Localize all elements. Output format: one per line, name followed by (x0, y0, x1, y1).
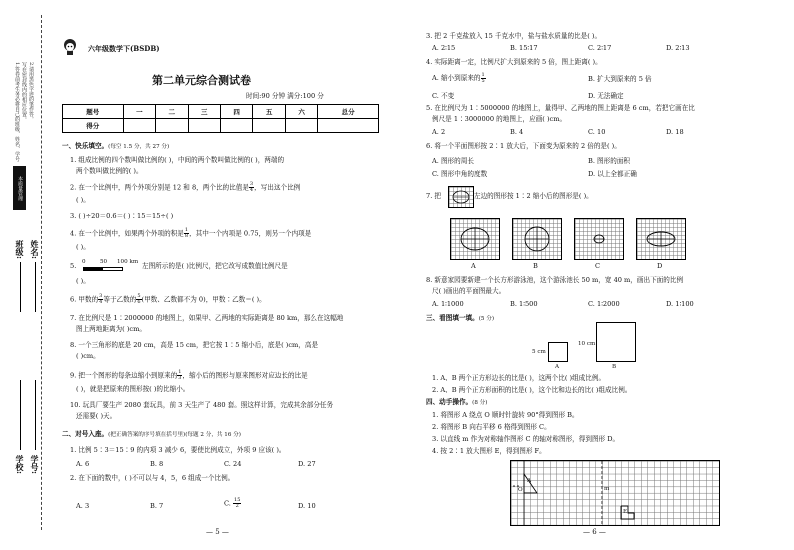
section-title: 三、看图填一填。 (426, 314, 479, 322)
school-label: 学校: (15, 455, 25, 474)
task-2: 2. 将图形 B 向右平移 6 格得到图形 C。 (432, 423, 551, 431)
mc4-option-a[interactable] (432, 72, 486, 84)
notice-line: 2.请用黑色字迹的笔作答。 (28, 62, 34, 122)
drawing-grid[interactable] (510, 460, 720, 526)
choice-c-label: C (595, 262, 601, 270)
denominator: 3 (178, 375, 182, 381)
denominator: 4 (249, 187, 254, 193)
mc5-line2: 例尺是 1∶3000000 的地图上，应画( )cm。 (432, 115, 567, 123)
cell: 六 (285, 105, 317, 119)
section-note: (每空 1.5 分，共 27 分) (108, 144, 170, 150)
numerator: 3 (99, 293, 103, 299)
q7-line2: 图上两地距离为( )cm。 (76, 325, 146, 333)
q1-line2: 两个数叫做比例的( )。 (76, 167, 143, 175)
mc8-option-c[interactable]: C. 1∶2000 (588, 300, 620, 308)
choice-b-grid[interactable] (512, 218, 562, 260)
q6-text: 6. 甲数的 (70, 295, 99, 304)
q10-line1: 10. 玩具厂要生产 2080 套玩具，前 3 天生产了 480 套。照这样计算，完成其余部分任务 (70, 401, 334, 409)
mc1-option-b[interactable]: B. 8 (150, 460, 164, 468)
mc1-question: 1. 比例 5∶3＝15∶9 的内项 3 减少 6，要使比例成立，外项 9 应该( )。 (70, 446, 286, 454)
exam-meta: 时间:90 分钟 满分:100 分 (246, 92, 324, 100)
mc1-option-a[interactable]: A. 6 (76, 460, 90, 468)
square-b (596, 322, 636, 362)
page-number-left: — 5 — (206, 528, 229, 536)
mc6-option-c[interactable]: C. 图形中角的度数 (432, 170, 488, 178)
q5-number: 5. (70, 262, 77, 270)
class-label: 班级: (15, 240, 25, 259)
mc7-text-1: 7. 把 (426, 192, 441, 200)
name-line[interactable] (35, 262, 36, 312)
mascot-icon (60, 38, 80, 56)
q7-line1: 7. 在比例尺是 1∶2000000 的地图上，如果甲、乙两地的实际距离是 80 km，那么在这幅地 (70, 314, 344, 322)
shape-a-label: A (527, 478, 532, 484)
binding-line (41, 15, 42, 530)
mc1-option-c[interactable]: C. 24 (224, 460, 242, 468)
score-cell[interactable] (188, 119, 220, 133)
name-label: 姓名: (30, 240, 40, 259)
numerator: 3 (249, 181, 254, 187)
q9-line2: ( )，就是把原来的图形按( )的比缩小。 (76, 385, 190, 393)
q3-line: 3. ( )÷20＝0.6＝( )∶15＝15÷( ) (70, 212, 174, 220)
mc2-option-a[interactable]: A. 3 (76, 502, 90, 510)
mc3-option-c[interactable]: C. 2∶17 (588, 44, 612, 52)
q9-line1 (70, 370, 308, 381)
q5-line2: ( )。 (76, 277, 90, 285)
choice-b-label: B (533, 262, 538, 270)
score-table (62, 104, 379, 133)
mc1-option-d[interactable]: D. 27 (298, 460, 316, 468)
section-note: (把正确答案的序号填在括号里)(每题 2 分，共 16 分) (108, 432, 241, 438)
binding-gutter (0, 0, 60, 550)
exam-notice-3 (28, 62, 34, 122)
option-label: A. 缩小到原来的 (432, 74, 481, 82)
section-1-heading (62, 142, 169, 151)
cell: 总分 (318, 105, 379, 119)
q8-line2: ( )cm。 (76, 352, 100, 360)
fraction (481, 73, 486, 84)
fill-2: 2. A、B 两个正方形面积的比是( )，这个比和边长的比( )组成比例。 (432, 386, 632, 394)
section-4-heading (426, 398, 487, 407)
mc4-option-b[interactable]: B. 扩大到原来的 5 倍 (588, 75, 652, 83)
q4-text: 4. 在一个比例中，如果两个外项的积是 (70, 229, 184, 238)
denominator: 6 (137, 299, 141, 305)
mc7-text-2: 左边的图形按 1∶2 缩小后的图形是( )。 (474, 192, 593, 200)
scale-bar (80, 258, 140, 272)
mc2-option-d[interactable]: D. 10 (298, 502, 316, 510)
option-label: C. (224, 499, 234, 508)
score-cell[interactable] (285, 119, 317, 133)
square-a (548, 342, 568, 362)
cell: 得分 (63, 119, 124, 133)
mc6-option-d[interactable]: D. 以上全都正确 (588, 170, 637, 178)
q1-line1: 1. 组成比例的四个数叫做比例的( )，中间的两个数叫做比例的( )，两端的 (70, 156, 285, 164)
task-3: 3. 以直线 m 作为对称轴作图形 C 的轴对称图形，得到图形 D。 (432, 435, 620, 443)
exam-notice-2 (21, 62, 27, 122)
choice-c-grid[interactable] (574, 218, 624, 260)
mc4-option-c[interactable]: C. 不变 (432, 92, 455, 100)
cell: 一 (123, 105, 155, 119)
cell: 四 (220, 105, 252, 119)
section-note: (8 分) (472, 400, 488, 406)
mc8-option-a[interactable]: A. 1∶1000 (432, 300, 464, 308)
number-line[interactable] (35, 380, 36, 450)
denominator: 5 (481, 77, 485, 84)
page-number-right: — 6 — (583, 528, 606, 536)
q6-text-3: (甲数、乙数都不为 0)，甲数∶乙数＝( )。 (141, 295, 266, 304)
q8-line1: 8. 一个三角形的底是 20 cm，高是 15 cm，把它按 1∶5 缩小后，底是( )cm，高是 (70, 341, 319, 349)
section-2-heading (62, 430, 241, 439)
mc5-option-c[interactable]: C. 10 (588, 128, 606, 136)
exam-notice (14, 62, 20, 162)
square-a-label: A (555, 364, 560, 370)
mc3-option-d[interactable]: D. 2∶13 (666, 44, 690, 52)
score-value-row (63, 119, 379, 133)
mc5-line1: 5. 在比例尺为 1∶5000000 的地图上，量得甲、乙两地的图上距离是 6 cm，若把它画在比 (426, 104, 695, 112)
notice-line: 1.答卷前考生务必将自己的班级、姓名、学号 (14, 62, 20, 162)
q5-line1 (70, 262, 76, 270)
mc2-question: 2. 在下面的数中，( )不可以与 4，5，6 组成一个比例。 (70, 474, 235, 482)
task-1: 1. 将图形 A 绕点 O 顺时针旋转 90°得到图形 B。 (432, 411, 579, 419)
q2-text: 2. 在一个比例中，两个外项分别是 12 和 8，两个比的比值是 (70, 183, 249, 192)
q2-line2: ( )。 (76, 196, 90, 204)
notice-line: 写在密封线内的相应位置。 (21, 62, 27, 122)
section-note: (5 分) (478, 316, 495, 322)
q2-text-2: ，写出这个比例 (254, 183, 301, 192)
source-shape-grid (448, 186, 474, 208)
mc2-option-c[interactable] (224, 498, 241, 509)
q4-line2: ( )。 (76, 243, 90, 251)
numerator: 15 (234, 497, 241, 503)
denominator: 8 (184, 233, 189, 239)
numerator: 1 (184, 227, 189, 233)
score-header-row (63, 105, 379, 119)
mc6-option-b[interactable]: B. 图形的面积 (588, 157, 631, 165)
section-title: 四、动手操作。 (426, 398, 473, 406)
scale-tick-label: 100 km (117, 259, 139, 265)
numerator: 1 (481, 71, 485, 78)
q6-text-2: 等于乙数的 (103, 295, 137, 304)
score-cell[interactable] (253, 119, 285, 133)
denominator: 2 (235, 503, 239, 509)
cell: 题号 (63, 105, 124, 119)
scale-bar-graphic (83, 267, 123, 271)
mc8-line2: 尺( )画出的平面图最大。 (432, 287, 506, 295)
mc4-question: 4. 实际距离一定，比例尺扩大到原来的 5 倍，图上距离( )。 (426, 58, 602, 66)
mc3-option-b[interactable]: B. 15∶17 (510, 44, 538, 52)
mc5-option-b[interactable]: B. 4 (510, 128, 524, 136)
class-line[interactable] (20, 262, 21, 312)
square-b-label: B (612, 364, 617, 370)
q4-line1 (70, 228, 311, 239)
score-cell[interactable] (156, 119, 188, 133)
q6-line (70, 294, 266, 305)
denominator: 4 (99, 299, 103, 305)
number-label: 学号: (30, 455, 40, 474)
task-4: 4. 按 2∶1 放大图形 E，得到图形 F。 (432, 447, 546, 455)
shape-e-label: E (623, 509, 628, 515)
choice-a-grid[interactable] (450, 218, 500, 260)
mc5-option-d[interactable]: D. 18 (666, 128, 684, 136)
choice-a-label: A (471, 262, 476, 270)
section-3-heading (426, 314, 494, 323)
mc3-option-a[interactable]: A. 2∶15 (432, 44, 456, 52)
mc2-option-b[interactable]: B. 7 (150, 502, 164, 510)
fill-1: 1. A、B 两个正方形边长的比是( )，这两个比( )组成比例。 (432, 374, 606, 382)
q5-text: 左图所示的是( )比例尺，把它改写成数值比例尺是 (142, 262, 288, 270)
mc8-line1: 8. 新意家园要新建一个长方形游泳池，这个游泳池长 50 m，宽 40 m，画出下面的比例 (426, 276, 684, 284)
q9-text-2: ，缩小后的图形与原来图形对应边长的比是 (182, 371, 308, 380)
q10-line2: 还需要( )天。 (76, 412, 117, 420)
mc6-option-a[interactable]: A. 图形的周长 (432, 157, 474, 165)
scale-tick-label: 50 (100, 259, 108, 265)
q4-text-2: ，其中一个内项是 0.75，则另一个内项是 (189, 229, 312, 238)
numerator: 1 (178, 369, 182, 375)
page-title: 第二单元综合测试卷 (152, 74, 251, 87)
mc6-question: 6. 将一个平面图形按 2∶1 放大后，下面变为原来的 2 倍的是( )。 (426, 142, 621, 150)
seal-label: 本质量管理 (13, 166, 26, 210)
cell: 五 (253, 105, 285, 119)
fraction (233, 498, 241, 509)
cell: 二 (156, 105, 188, 119)
brand-label: 六年级数学下(BSDB) (88, 44, 160, 53)
mc5-option-a[interactable]: A. 2 (432, 128, 446, 136)
score-cell[interactable] (220, 119, 252, 133)
q9-text: 9. 把一个图形的每条边缩小到原来的 (70, 371, 178, 380)
choice-d-label: D (657, 262, 663, 270)
choice-d-grid[interactable] (636, 218, 686, 260)
square-b-side: 10 cm (578, 341, 596, 347)
point-o-label: O (518, 487, 523, 493)
score-cell[interactable] (318, 119, 379, 133)
section-title: 一、快乐填空。 (62, 142, 109, 150)
mc8-option-d[interactable]: D. 1∶100 (666, 300, 694, 308)
cell: 三 (188, 105, 220, 119)
scale-tick-label: 0 (82, 259, 86, 265)
score-cell[interactable] (123, 119, 155, 133)
mc3-question: 3. 把 2 千克盐放入 15 千克水中，盐与盐水质量的比是( )。 (426, 32, 602, 40)
q2-line1 (70, 182, 300, 193)
square-a-side: 5 cm (532, 349, 546, 355)
section-title: 二、对号入座。 (62, 430, 109, 438)
numerator: 5 (137, 293, 141, 299)
mc8-option-b[interactable]: B. 1∶500 (510, 300, 538, 308)
line-m-label: m (604, 486, 610, 492)
mc4-option-d[interactable]: D. 无法确定 (588, 92, 624, 100)
school-line[interactable] (20, 380, 21, 450)
